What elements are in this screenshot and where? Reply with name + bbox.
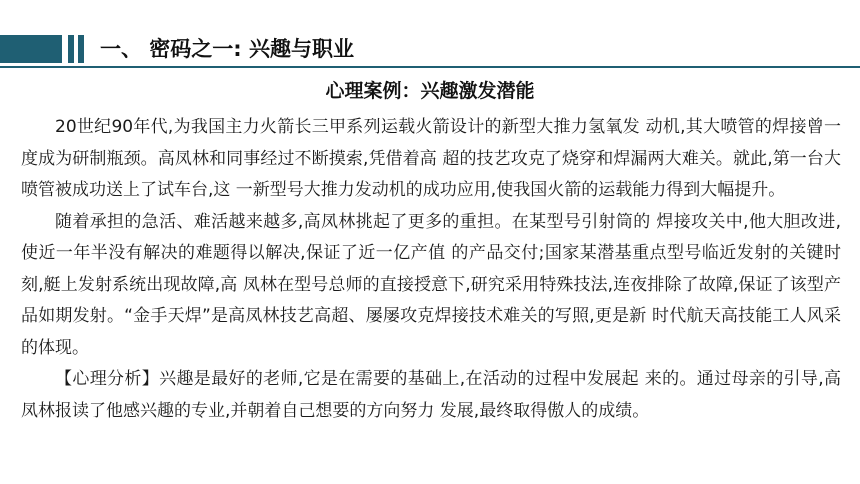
header-accent-bar: [0, 35, 62, 63]
header-divider: [0, 66, 860, 68]
paragraph: 【心理分析】兴趣是最好的老师,它是在需要的基础上,在活动的过程中发展起 来的。通过母亲的引导,高凤林报读了他感兴趣的专业,并朝着自己想要的方向努力 发展,最终取得傲人的成绩。: [21, 369, 841, 421]
section-title: 一、 密码之一: 兴趣与职业: [100, 37, 355, 61]
paragraph: 随着承担的急活、难活越来越多,高凤林挑起了更多的重担。在某型号引射筒的 焊接攻关中,他大胆改进,使近一年半没有解决的难题得以解决,保证了近一亿产值 的产品交付;国家某潜基重点型号临近发射的关键时刻,艇上发射系统出现故障,高 凤林在型号总师的直接授意下,研究采用特殊技法,连夜排除了故障,保证了该型产 品如期发射。“金手天焊”是高凤林技艺高超、屡屡攻克焊接技术难关的写照,更是新 时代航天高技能工人风采的体现。: [21, 211, 841, 358]
header-accent-stripe: [68, 35, 74, 63]
paragraph: 20世纪90年代,为我国主力火箭长三甲系列运载火箭设计的新型大推力氢氧发 动机,其大喷管的焊接曾一度成为研制瓶颈。高凤林和同事经过不断摸索,凭借着高 超的技艺攻克了烧穿和焊漏两大难关。就此,第一台大喷管被成功送上了试车台,这 一新型号大推力发动机的成功应用,使我国火箭的运载能力得到大幅提升。: [21, 117, 841, 200]
header-accent-stripe: [78, 35, 84, 63]
case-body: [21, 112, 841, 427]
case-subtitle: 心理案例：兴趣激发潜能: [325, 80, 535, 102]
section-header: [0, 0, 860, 70]
